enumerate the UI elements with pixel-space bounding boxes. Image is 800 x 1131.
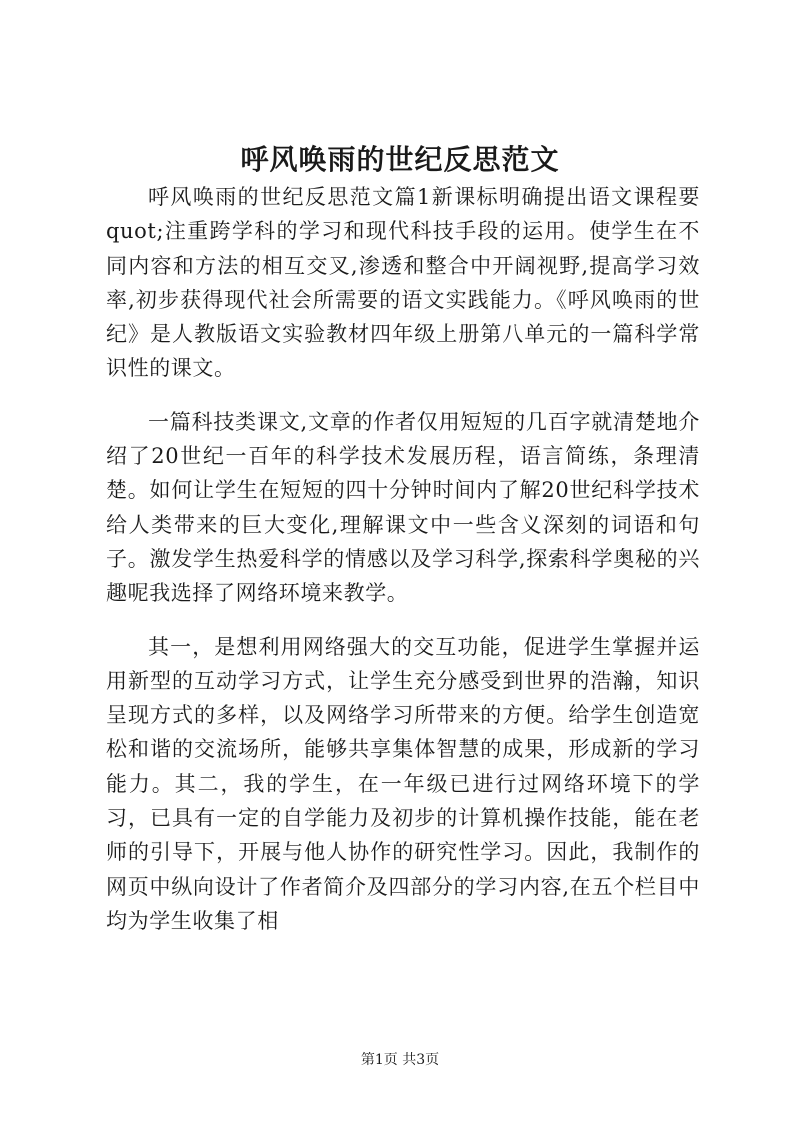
document-body bbox=[106, 180, 700, 938]
paragraph-2: 一篇科技类课文,文章的作者仅用短短的几百字就清楚地介绍了20世纪一百年的科学技术发展历程，语言简练，条理清楚。如何让学生在短短的四十分钟时间内了解20世纪科学技术给人类带来的巨大变化,理解课文中一些含义深刻的词语和句子。激发学生热爱科学的情感以及学习科学,探索科学奥秘的兴趣呢我选择了网络环境来教学。 bbox=[106, 409, 700, 606]
page-title: 呼风唤雨的世纪反思范文 bbox=[240, 143, 560, 176]
paragraph-3: 其一，是想利用网络强大的交互功能，促进学生掌握并运用新型的互动学习方式，让学生充分感受到世界的浩瀚，知识呈现方式的多样，以及网络学习所带来的方便。给学生创造宽松和谐的交流场所，能够共享集体智慧的成果，形成新的学习能力。其二，我的学生，在一年级已进行过网络环境下的学习，已具有一定的自学能力及初步的计算机操作技能，能在老师的引导下，开展与他人协作的研究性学习。因此，我制作的网页中纵向设计了作者简介及四部分的学习内容,在五个栏目中均为学生收集了相 bbox=[106, 634, 700, 933]
paragraph-1: 呼风唤雨的世纪反思范文篇1新课标明确提出语文课程要quot;注重跨学科的学习和现代科技手段的运用。使学生在不同内容和方法的相互交叉,渗透和整合中开阔视野,提高学习效率,初步获得现代社会所需要的语文实践能力。《呼风唤雨的世纪》是人教版语文实验教材四年级上册第八单元的一篇科学常识性的课文。 bbox=[106, 185, 700, 381]
page-number-footer: 第1页 共3页 bbox=[360, 1052, 440, 1068]
